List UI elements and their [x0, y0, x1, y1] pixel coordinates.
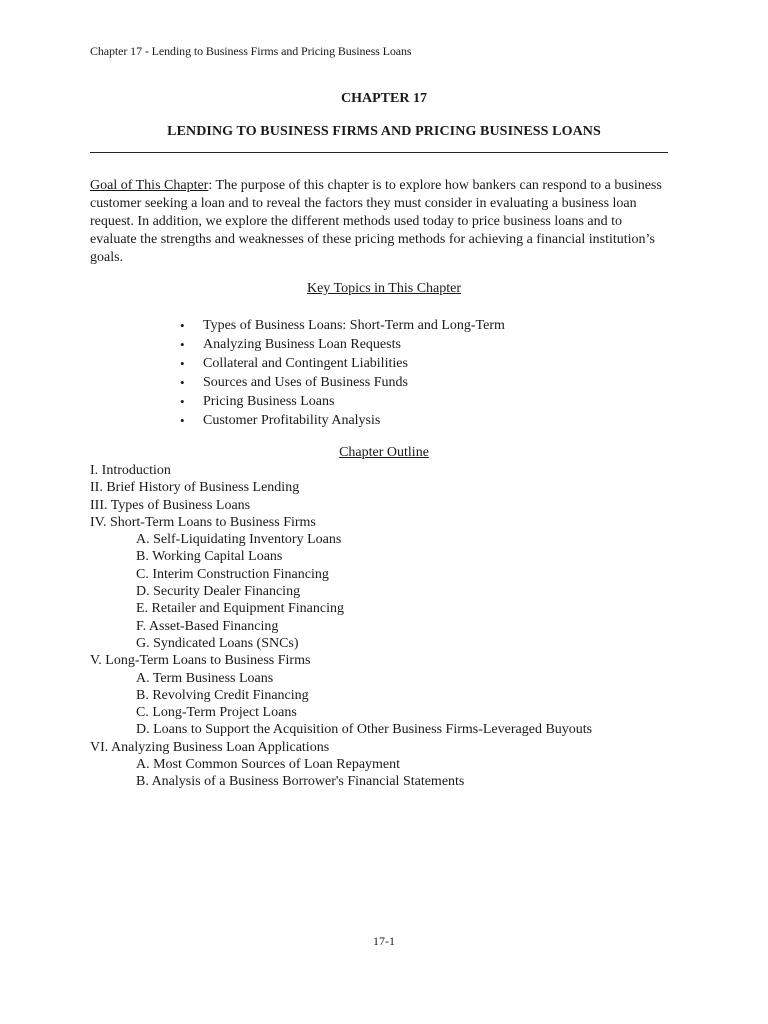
outline-subitem: C. Long-Term Project Loans	[136, 705, 297, 721]
outline-subitem: G. Syndicated Loans (SNCs)	[136, 635, 299, 651]
chapter-title: LENDING TO BUSINESS FIRMS AND PRICING BUSINESS LOANS	[167, 124, 601, 139]
bullet-icon: •	[180, 413, 185, 428]
outline-subitem: F. Asset-Based Financing	[136, 618, 279, 634]
chapter-outline-list	[90, 462, 592, 791]
outline-subitem: C. Interim Construction Financing	[136, 566, 329, 582]
outline-subitem: A. Term Business Loans	[136, 670, 274, 686]
outline-subitem: E. Retailer and Equipment Financing	[136, 601, 345, 617]
page-number: 17-1	[373, 934, 395, 948]
chapter-number: CHAPTER 17	[341, 91, 427, 106]
key-topics-list	[178, 316, 505, 430]
outline-item: V. Long-Term Loans to Business Firms	[90, 653, 311, 669]
outline-subitem: A. Self-Liquidating Inventory Loans	[136, 532, 342, 548]
goal-paragraph	[90, 177, 670, 267]
key-topic-label: Analyzing Business Loan Requests	[203, 337, 401, 352]
outline-subitem: D. Security Dealer Financing	[136, 584, 301, 600]
outline-subitem: D. Loans to Support the Acquisition of Other Business Firms-Leveraged Buyouts	[136, 722, 593, 738]
key-topic-item	[178, 373, 505, 392]
bullet-icon: •	[180, 318, 185, 333]
key-topic-label: Pricing Business Loans	[203, 394, 335, 409]
goal-label: Goal of This Chapter	[90, 178, 209, 193]
bullet-icon: •	[180, 394, 185, 409]
key-topic-item	[178, 335, 505, 354]
title-divider	[90, 152, 668, 153]
bullet-icon: •	[180, 337, 185, 352]
key-topic-item	[178, 411, 505, 430]
bullet-icon: •	[180, 356, 185, 371]
goal-text: : The purpose of this chapter is to explore how bankers can respond to a business customer seeking a loan and to reveal the factors they must consider in evaluating a business loan request. In addition, we explore the different methods used today to price business loans and to evaluate the strengths and weaknesses of these pricing methods for achieving a financial institution’s goals.	[90, 178, 662, 265]
key-topics-heading: Key Topics in This Chapter	[306, 281, 462, 296]
outline-item: VI. Analyzing Business Loan Applications	[90, 739, 330, 755]
key-topic-item	[178, 316, 505, 335]
key-topic-label: Sources and Uses of Business Funds	[203, 375, 408, 390]
outline-item: III. Types of Business Loans	[90, 497, 251, 513]
key-topic-item	[178, 392, 505, 411]
bullet-icon: •	[180, 375, 185, 390]
outline-item: IV. Short-Term Loans to Business Firms	[90, 514, 316, 530]
chapter-outline-heading: Chapter Outline	[339, 445, 429, 460]
outline-subitem: B. Analysis of a Business Borrower's Financial Statements	[136, 774, 465, 790]
outline-item: I. Introduction	[90, 463, 171, 478]
key-topic-item	[178, 354, 505, 373]
outline-subitem: B. Revolving Credit Financing	[136, 687, 309, 703]
outline-item: II. Brief History of Business Lending	[90, 480, 300, 496]
outline-subitem: B. Working Capital Loans	[136, 549, 283, 565]
key-topic-label: Types of Business Loans: Short-Term and Long-Term	[203, 318, 505, 333]
key-topic-label: Collateral and Contingent Liabilities	[203, 356, 408, 371]
outline-subitem: A. Most Common Sources of Loan Repayment	[136, 757, 401, 773]
running-header: Chapter 17 - Lending to Business Firms and Pricing Business Loans	[90, 44, 412, 58]
key-topic-label: Customer Profitability Analysis	[203, 413, 381, 428]
